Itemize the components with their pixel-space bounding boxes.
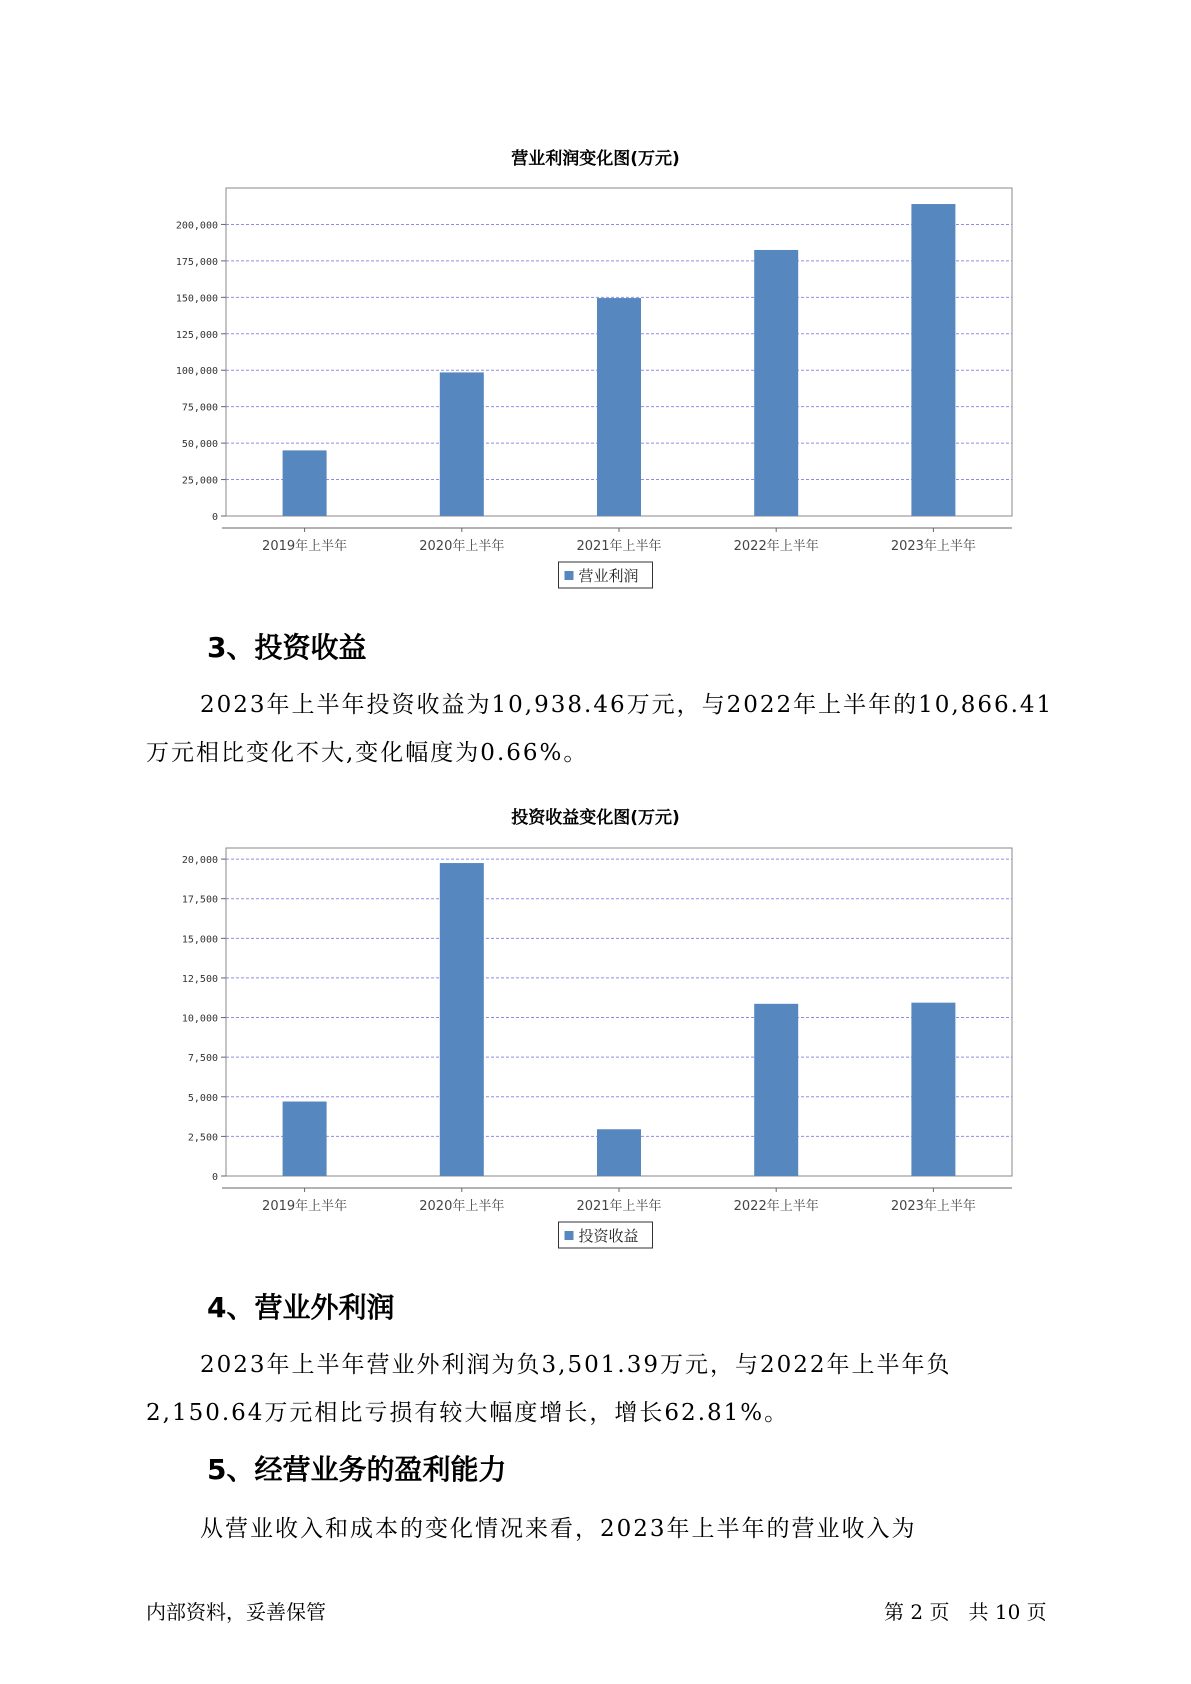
chart-title-investment-income: 投资收益变化图(万元): [511, 808, 680, 828]
y-tick-label: 12,500: [181, 973, 218, 985]
x-tick-label: 2023年上半年: [890, 539, 976, 554]
x-tick-label: 2020年上半年: [419, 539, 505, 554]
bar: [754, 1004, 798, 1176]
x-tick-label: 2021年上半年: [576, 539, 662, 554]
section-heading-profitability: 5、经营业务的盈利能力: [207, 1453, 507, 1486]
y-tick-label: 200,000: [175, 220, 218, 232]
section-heading-non-operating-profit: 4、营业外利润: [207, 1291, 395, 1324]
y-tick-label: 10,000: [181, 1013, 218, 1025]
investment-income-chart: [0, 840, 1191, 1260]
y-tick-label: 50,000: [181, 439, 218, 451]
y-tick-label: 17,500: [181, 894, 218, 906]
bar: [754, 250, 798, 516]
bar: [911, 1003, 955, 1176]
paragraph-line: 2023年上半年营业外利润为负3,501.39万元，与2022年上半年负: [200, 1352, 952, 1378]
paragraph-line: 万元相比变化不大,变化幅度为0.66%。: [146, 740, 589, 766]
y-tick-label: 125,000: [175, 329, 218, 341]
y-tick-label: 2,500: [187, 1132, 218, 1144]
y-tick-label: 0: [211, 1172, 218, 1183]
paragraph-line: 从营业收入和成本的变化情况来看，2023年上半年的营业收入为: [200, 1516, 917, 1542]
legend-label: 营业利润: [578, 567, 639, 585]
y-tick-label: 25,000: [181, 475, 218, 487]
paragraph-line: 2023年上半年投资收益为10,938.46万元，与2022年上半年的10,866.41: [200, 692, 1054, 718]
footer-confidential-note: 内部资料，妥善保管: [146, 1600, 326, 1624]
x-tick-label: 2022年上半年: [733, 539, 819, 554]
legend-swatch: [565, 1231, 574, 1240]
y-tick-label: 150,000: [175, 293, 218, 305]
x-tick-label: 2020年上半年: [419, 1199, 505, 1214]
paragraph-line: 2,150.64万元相比亏损有较大幅度增长，增长62.81%。: [146, 1400, 790, 1426]
y-tick-label: 7,500: [187, 1053, 218, 1065]
footer-page-number: 第 2 页 共 10 页: [884, 1600, 1047, 1624]
y-tick-label: 0: [211, 512, 218, 523]
y-tick-label: 15,000: [181, 934, 218, 946]
x-tick-label: 2022年上半年: [733, 1199, 819, 1214]
chart-title-operating-profit: 营业利润变化图(万元): [511, 149, 680, 169]
bar: [283, 1102, 327, 1176]
bar: [283, 450, 327, 516]
y-tick-label: 175,000: [175, 256, 218, 268]
x-tick-label: 2019年上半年: [262, 539, 348, 554]
bar: [911, 204, 955, 516]
x-tick-label: 2023年上半年: [890, 1199, 976, 1214]
plot-area: [226, 848, 1012, 1176]
bar: [440, 863, 484, 1176]
legend-swatch: [565, 571, 574, 580]
x-tick-label: 2021年上半年: [576, 1199, 662, 1214]
x-tick-label: 2019年上半年: [262, 1199, 348, 1214]
y-tick-label: 20,000: [181, 855, 218, 867]
y-tick-label: 100,000: [175, 366, 218, 378]
y-tick-label: 75,000: [181, 402, 218, 414]
bar: [597, 298, 641, 516]
bar: [440, 372, 484, 516]
y-tick-label: 5,000: [187, 1092, 218, 1104]
operating-profit-chart: [0, 180, 1191, 600]
bar: [597, 1129, 641, 1176]
legend-label: 投资收益: [578, 1227, 639, 1245]
section-heading-investment-income: 3、投资收益: [207, 631, 367, 664]
